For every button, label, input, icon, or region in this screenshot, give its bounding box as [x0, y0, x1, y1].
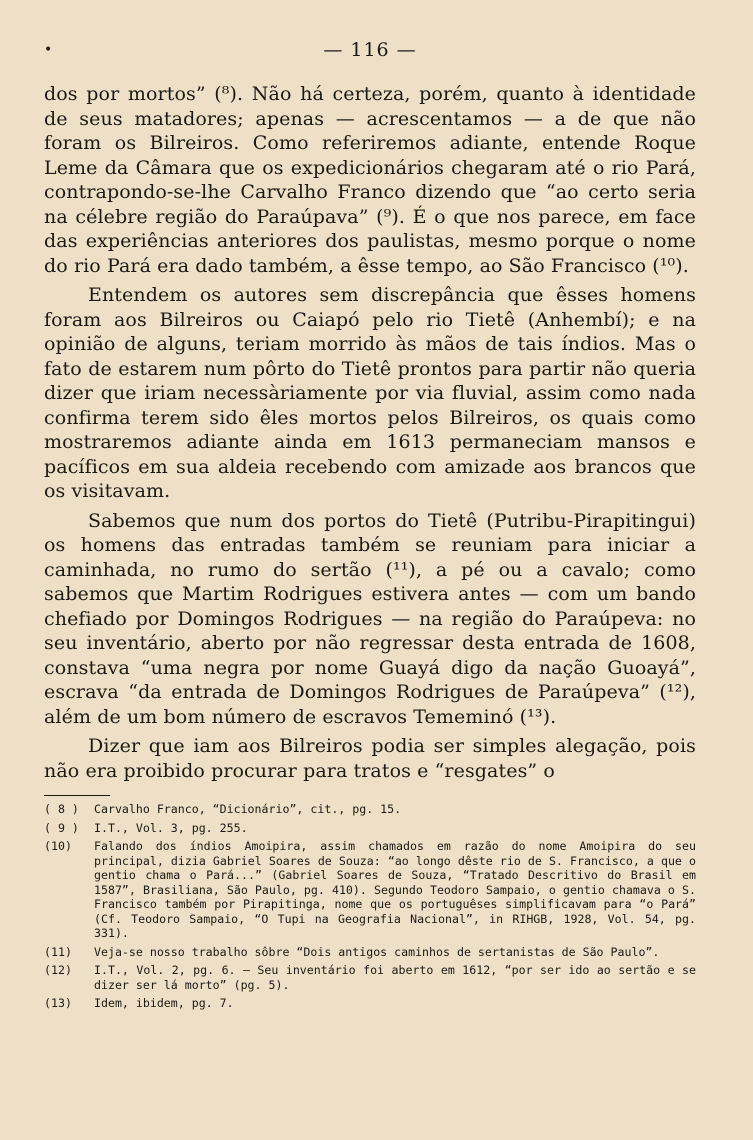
footnote-text: Carvalho Franco, “Dicionário”, cit., pg. 15.: [94, 802, 402, 816]
footnote-number: (13): [44, 996, 72, 1010]
page-number: — 116 —: [323, 39, 417, 61]
footnotes: [44, 802, 696, 1011]
footnote-13: [44, 996, 696, 1011]
footnote-number: (10): [44, 839, 72, 853]
footnote-text: Falando dos índios Amoipira, assim chamados em razão do nome Amoipira do seu principal, dizia Gabriel Soares de Souza: “ao longo dêste rio de S. Francisco, a que o gentio chama o Pará...” (Gabriel Soares de Souza, “Tratado Descritivo do Brasil em 1587”, Brasiliana, São Paulo, pg. 410). Segundo Teodoro Sampaio, o gentio chamava o S. Francisco também por Pirapitinga, nome que os portuguêses simplificavam para “o Pará” (Cf. Teodoro Sampaio, “O Tupi na Geografia Nacional”, in RIHGB, 1928, Vol. 54, pg. 331).: [94, 839, 696, 940]
footnote-number: (12): [44, 963, 72, 977]
footnote-divider: [44, 795, 110, 796]
footnote-text: Idem, ibidem, pg. 7.: [94, 996, 234, 1010]
footnote-9: [44, 821, 696, 836]
footnote-11: [44, 945, 696, 960]
paragraph-3: Sabemos que num dos portos do Tietê (Putribu-Pirapitingui) os homens das entradas também se reuniam para iniciar a caminhada, no rumo do sertão (¹¹), a pé ou a cavalo; como sabemos que Martim Rodrigues estivera antes — com um bando chefiado por Domingos Rodrigues — na região do Paraúpeva: no seu inventário, aberto por não regressar desta entrada de 1608, constava “uma negra por nome Guayá digo da nação Guoayá”, escrava “da entrada de Domingos Rodrigues de Paraúpeva” (¹²), além de um bom número de escravos Tememinó (¹³).: [44, 509, 696, 728]
footnote-text: I.T., Vol. 2, pg. 6. — Seu inventário foi aberto em 1612, “por ser ido ao sertão e se dizer ser lá morto” (pg. 5).: [94, 963, 696, 992]
footnote-text: I.T., Vol. 3, pg. 255.: [94, 820, 248, 835]
footnote-8: [44, 802, 696, 817]
footnote-10: [44, 839, 696, 941]
book-page: [44, 38, 696, 1015]
footnote-12: [44, 963, 696, 992]
footnote-number: ( 9 ): [44, 820, 79, 835]
margin-dot: •: [44, 42, 53, 58]
paragraph-4: Dizer que iam aos Bilreiros podia ser simples alegação, pois não era proibido procurar para tratos e “resgates” o: [44, 735, 696, 782]
paragraph-2: Entendem os autores sem discrepância que êsses homens foram aos Bilreiros ou Caiapó pelo rio Tietê (Anhembí); e na opinião de alguns, teriam morrido às mãos de tais índios. Mas o fato de estarem num pôrto do Tietê prontos para partir não queria dizer que iriam necessàriamente por via fluvial, assim como nada confirma terem sido êles mortos pelos Bilreiros, os quais como mostraremos adiante ainda em 1613 permaneciam mansos e pacíficos em sua aldeia recebendo com amizade aos brancos que os visitavam.: [44, 284, 696, 502]
footnote-number: ( 8 ): [44, 802, 79, 816]
paragraph-1: dos por mortos” (⁸). Não há certeza, porém, quanto à identidade de seus matadores; apenas — acrescentamos — a de que não foram os Bilreiros. Como referiremos adiante, entende Roque Leme da Câmara que os expedicionários chegaram até o rio Pará, contrapondo-se-lhe Carvalho Franco dizendo que “ao certo seria na célebre região do Paraúpava” (⁹). É o que nos parece, em face das experiências anteriores dos paulistas, mesmo porque o nome do rio Pará era dado também, a êsse tempo, ao São Francisco (¹⁰).: [44, 83, 696, 277]
footnote-text: Veja-se nosso trabalho sôbre “Dois antigos caminhos de sertanistas de São Paulo”.: [94, 944, 660, 959]
footnote-number: (11): [44, 944, 72, 959]
body-text: [44, 82, 696, 783]
